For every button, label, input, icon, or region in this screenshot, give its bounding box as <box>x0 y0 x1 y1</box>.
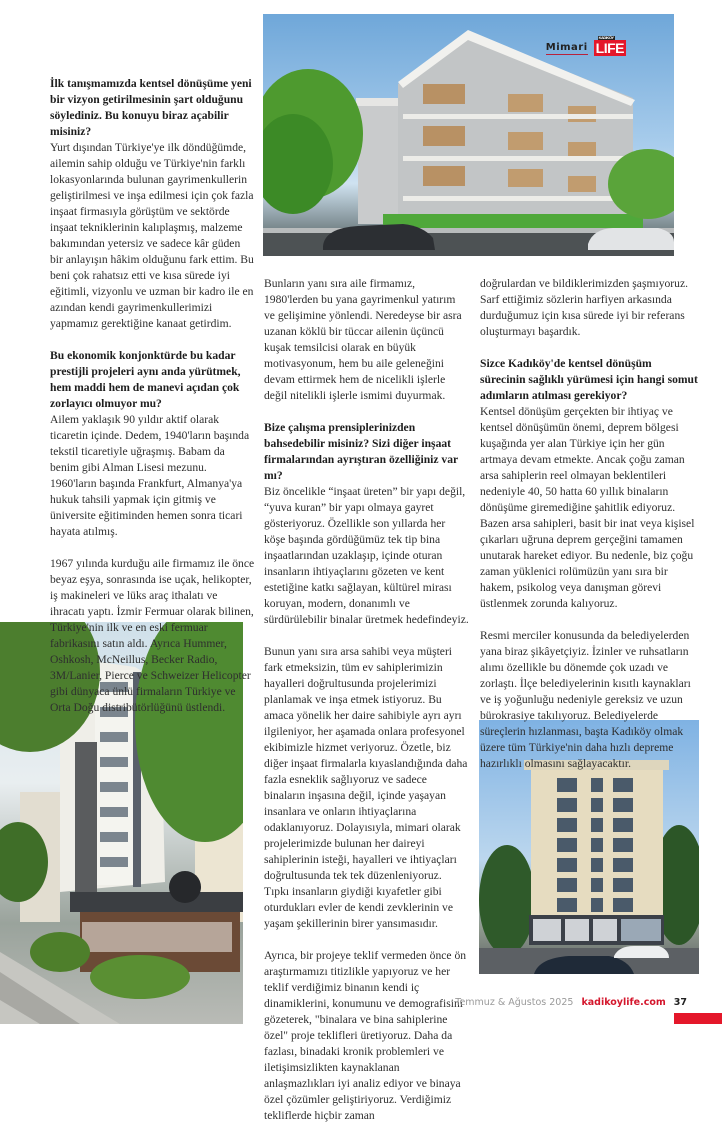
section-label: Mimari <box>545 41 588 53</box>
answer-paragraph: Ailem yaklaşık 90 yıldır aktif olarak ticaretin içinde. Dedem, 1940'ların başında tekstil ticaretiyle uğraşmış. Babam da benim gibi Alman Lisesi mezunu. 1960'ların başında Frankfurt, Almanya'ya hukuk tahsili yapmak için gitmiş ve üniversite eğitiminden hemen sonra ticari hayata atılmış. <box>50 413 250 538</box>
answer-paragraph: doğrulardan ve bildiklerimizden şaşmıyoruz. Sarf ettiğimiz sözlerin harfiyen arkasında durduğumuz için kısa sürede iyi bir referans oluşturmayı başardık. <box>480 277 688 338</box>
building-rendering-photo-top <box>263 14 674 256</box>
answer-paragraph: 1967 yılında kurduğu aile firmamız ile önce beyaz eşya, sonrasında ise uçak, helikopter, iş makineleri ve lüks araç ithalatı ve ihracatı yaptı. İzmir Fermuar olarak bilinen, Türkiye'nin ilk ve en eski fermuar fabrikasını satın aldı. Ayrıca Hummer, Oshkosh, McNeillus, Becker Radio, 3M/Lanier, Pierce ve Schweizer Helicopter gibi dünyaca ünlü firmaların Türkiye ve Orta Doğu distribütörlüğünü üstlendi. <box>50 557 255 714</box>
magazine-brand <box>545 35 626 56</box>
page-footer <box>455 997 687 1008</box>
issue-date: Temmuz & Ağustos 2025 <box>455 997 574 1008</box>
question-heading: Bu ekonomik konjonktürde bu kadar prestijli projeleri aynı anda yürütmek, hem maddi hem de manevi açıdan çok zorlayıcı olmuyor mu? <box>50 349 241 410</box>
answer-paragraph: Bunların yanı sıra aile firmamız, 1980'lerden bu yana gayrimenkul yatırım ve gelişimine yönlendi. Neredeyse bir asra uzanan köklü bir tüccar ailenin üçüncü kuşak temsilcisi olarak en büyük motivasyonum, hem bu aile geleneğini devam ettirmek hem de nicelikli işlerle değil nitelikli işlerle ismimi duyurmak. <box>264 277 462 402</box>
answer-paragraph: Biz öncelikle “inşaat üreten” bir yapı değil, “yuva kuran” bir yapı olmaya gayret gösteriyoruz. Özellikle son yıllarda her köşe başında gördüğümüz tek tip bina inşaatlarından uzaklaşıp, içinde oturan insanların ihtiyaçlarını gözeten ve kent estetiğine katkı sağlayan, kültürel mirası koruyan, modern, donanımlı ve sürdürülebilir binalar üretmek hedefindeyiz. <box>264 485 469 626</box>
logo-text: LIFE <box>595 40 624 56</box>
website-link[interactable]: kadikoylife.com <box>581 997 666 1008</box>
logo-subtext: KADIKÖY <box>598 35 614 40</box>
question-heading: İlk tanışmamızda kentsel dönüşüme yeni bir vizyon getirilmesinin şart olduğunu söylediniz. Bu konuyu biraz açabilir misiniz? <box>50 77 252 138</box>
answer-paragraph: Kentsel dönüşüm gerçekten bir ihtiyaç ve kentsel dönüşümün önemi, deprem bölgesi kuşağında yer alan Türkiye için her gün artmaya devam etmekte. Ancak çoğu zaman arsa sahiplerin reel olmayan beklentileri nedeniyle 40, 50 hatta 60 yıllık binaların dönüşüme giremediğine şahitlik ediyoruz. Bazen arsa sahipleri, basit bir inat veya kişisel çıkarları uğruna deprem gerçeğini tamamen unutarak hareket ediyor. Bu nedenle, biz çoğu zaman yüklenici rolümüzün yanı sıra bir hakem, psikolog veya danışman görevi üstlenmek zorunda kalıyoruz. <box>480 405 695 610</box>
page-number: 37 <box>673 997 687 1008</box>
article-column-1 <box>50 76 255 732</box>
life-logo <box>594 35 626 56</box>
footer-accent-bar <box>674 1013 722 1024</box>
question-heading: Bize çalışma prensiplerinizden bahsedebilir misiniz? Sizi diğer inşaat firmalarından ayrıştıran özelliğiniz var mı? <box>264 421 458 482</box>
answer-paragraph: Resmi merciler konusunda da belediyelerden yana biraz şikâyetçiyiz. İzinler ve ruhsatların alımı özellikle bu dönemde çok uzadı ve zorlaştı. İlçe belediyelerinin kısıtlı kaynakları ve iş yoğunluğu nedeniyle gereksiz ve uzun bürokrasiye takılıyoruz. Belediyelerde süreçlerin hızlanması, başta Kadıköy olmak üzere tüm Türkiye'nin daha hızlı depreme hazırlıklı olmasını sağlayacaktır. <box>480 629 691 770</box>
answer-paragraph: Ayrıca, bir projeye teklif vermeden önce ön araştırmamızı titizlikle yapıyoruz ve her teklif verdiğimiz binanın kendi iç dinamiklerini, konumunu ve demografisini gözeterek, "binalara ve bina sahiplerine özel" proje teklifleri üretiyoruz. Daha da fazlası, binadaki kronik problemleri ve iletişimsizlikten kaynaklanan anlaşmazlıkları iyi analiz ediyor ve binaya özel çözümler geliştiriyoruz. Verdiğimiz tekliflerde hiçbir zaman <box>264 949 467 1122</box>
article-column-3 <box>480 276 700 788</box>
question-heading: Sizce Kadıköy'de kentsel dönüşüm sürecinin sağlıklı yürümesi için hangi somut adımların atılması gerekiyor? <box>480 357 698 402</box>
answer-paragraph: Bunun yanı sıra arsa sahibi veya müşteri fark etmeksizin, tüm ev sahiplerimizin hayalleri doğrultusunda projelerimizi planlamak ve inşa etmek istiyoruz. Bu amaca yönelik her daire sahibiyle ayrı ayrı ilgileniyor, her aşamada onlara profesyonel ekibimizle hizmet veriyoruz. Özetle, biz diğer inşaat firmalarla kıyaslandığında daha fazla esneklik sağlıyoruz ve sadece binaların inşasına değil, içinde yaşayan insanlara ve onların ihtiyaçlarına odaklanıyoruz. Dolayısıyla, mimari olarak projelerimizde bulunan her daireyi sahiplerinin isteği, hayalleri ve ihtiyaçları doğrultusunda tek tek düzenleniyoruz. Tıpkı insanların giydiği kıyafetler gibi oturdukları evler de kendi zevklerinin ve yaşam şekillerinin birer yansımasıdır. <box>264 645 468 930</box>
answer-paragraph: Yurt dışından Türkiye'ye ilk döndüğümde, ailemin sahip olduğu ve Türkiye'nin farklı lokasyonlarında bulunan gayrimenkullerin geliştirilmesi ve inşa edilmesi için çok fazla inşaat firmasıyla görüştüm ve sektörde inşaat tekniklerinin kalıplaşmış, malzeme bakımından yetersiz ve sadece kâr güden bir anlayışın hâkim olduğunu fark ettim. Bu beni çok rahatsız etti ve kısa sürede iyi eğitimli, vizyonlu ve uzman bir kadro ile en azından kendi gayrimenkullerimizi yapmamız gerektiğine kanaat getirdim. <box>50 141 254 330</box>
article-column-2 <box>264 276 469 1140</box>
